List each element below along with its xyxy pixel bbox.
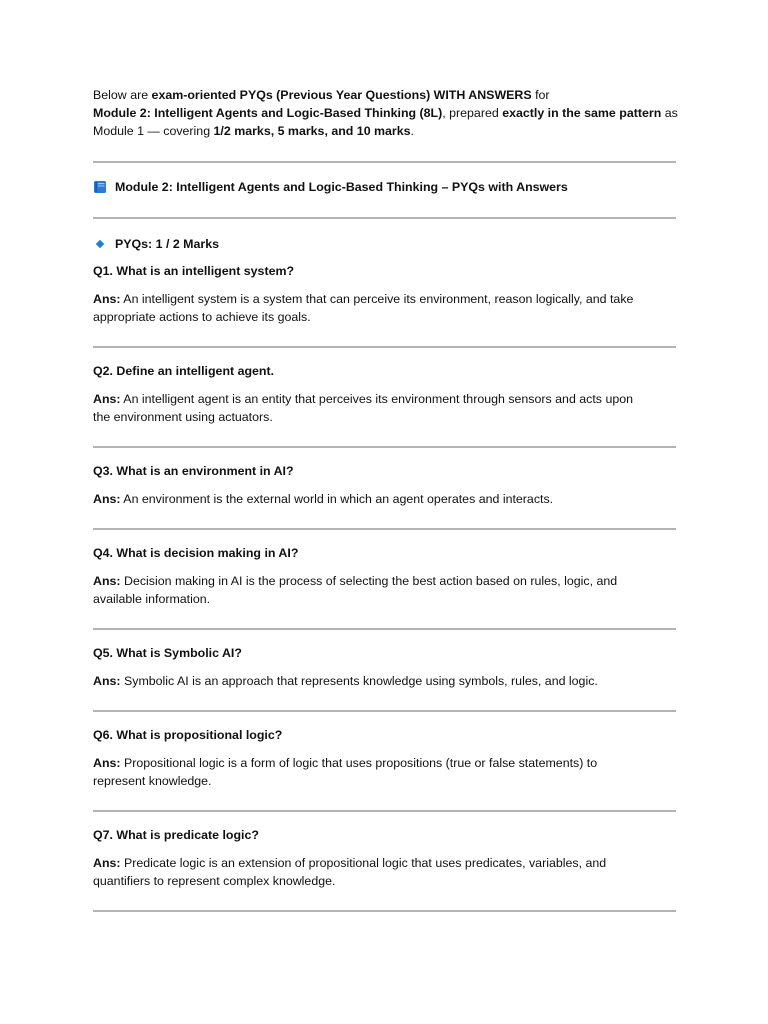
question-block bbox=[93, 644, 676, 690]
question-block bbox=[93, 362, 676, 426]
divider bbox=[93, 217, 676, 219]
answer-label: Ans: bbox=[93, 674, 121, 688]
intro-bold-text: exactly in the same pattern bbox=[502, 106, 662, 120]
divider bbox=[93, 710, 676, 712]
answer-text bbox=[93, 672, 676, 690]
question-text: Q2. Define an intelligent agent. bbox=[93, 364, 275, 378]
answer-line: An intelligent system is a system that can perceive its environment, reason logically, and take bbox=[120, 292, 634, 306]
answer-line: appropriate actions to achieve its goals. bbox=[93, 310, 311, 324]
question-text: Q5. What is Symbolic AI? bbox=[93, 646, 242, 660]
intro-line-1 bbox=[93, 86, 676, 104]
answer-line: the environment using actuators. bbox=[93, 410, 273, 424]
answer-label: Ans: bbox=[93, 492, 121, 506]
answer-line: An environment is the external world in which an agent operates and interacts. bbox=[120, 492, 554, 506]
intro-line-3 bbox=[93, 122, 676, 140]
divider bbox=[93, 910, 676, 912]
question-block bbox=[93, 544, 676, 608]
answer-label: Ans: bbox=[93, 856, 121, 870]
intro-text: as bbox=[661, 106, 678, 120]
answer-text bbox=[93, 572, 676, 608]
module-title bbox=[93, 178, 676, 196]
intro-text: for bbox=[531, 88, 550, 102]
answer-line: quantifiers to represent complex knowledge. bbox=[93, 874, 336, 888]
question-block bbox=[93, 726, 676, 790]
intro-text: , prepared bbox=[442, 106, 503, 120]
intro-bold-text: 1/2 marks, 5 marks, and 10 marks bbox=[213, 124, 411, 138]
question-text: Q4. What is decision making in AI? bbox=[93, 546, 299, 560]
answer-line: available information. bbox=[93, 592, 211, 606]
answer-line: represent knowledge. bbox=[93, 774, 212, 788]
question-text: Q3. What is an environment in AI? bbox=[93, 464, 294, 478]
small-blue-diamond-icon bbox=[93, 237, 107, 251]
question-text: Q7. What is predicate logic? bbox=[93, 828, 259, 842]
divider bbox=[93, 346, 676, 348]
answer-label: Ans: bbox=[93, 756, 121, 770]
divider bbox=[93, 628, 676, 630]
answer-text bbox=[93, 754, 676, 790]
section-heading bbox=[93, 235, 219, 253]
divider bbox=[93, 446, 676, 448]
question-block bbox=[93, 462, 676, 508]
answer-line: Symbolic AI is an approach that represents knowledge using symbols, rules, and logic. bbox=[120, 674, 598, 688]
answer-line: Propositional logic is a form of logic that uses propositions (true or false statements) to bbox=[120, 756, 598, 770]
question-block bbox=[93, 262, 676, 326]
question-text: Q1. What is an intelligent system? bbox=[93, 264, 295, 278]
intro-text: Module 1 — covering bbox=[93, 124, 214, 138]
blue-book-icon bbox=[93, 180, 107, 194]
section-heading-text: PYQs: 1 / 2 Marks bbox=[115, 237, 219, 251]
divider bbox=[93, 161, 676, 163]
divider bbox=[93, 810, 676, 812]
answer-label: Ans: bbox=[93, 292, 121, 306]
intro-text: Below are bbox=[93, 88, 152, 102]
intro-line-2 bbox=[93, 104, 676, 122]
answer-label: Ans: bbox=[93, 574, 121, 588]
answer-line: An intelligent agent is an entity that perceives its environment through sensors and acts upon bbox=[120, 392, 634, 406]
intro-text: . bbox=[410, 124, 414, 138]
answer-text bbox=[93, 854, 676, 890]
answer-text bbox=[93, 390, 676, 426]
answer-text bbox=[93, 290, 676, 326]
answer-text bbox=[93, 490, 676, 508]
answer-line: Decision making in AI is the process of selecting the best action based on rules, logic, and bbox=[120, 574, 618, 588]
question-text: Q6. What is propositional logic? bbox=[93, 728, 283, 742]
question-block bbox=[93, 826, 676, 890]
answer-line: Predicate logic is an extension of propositional logic that uses predicates, variables, and bbox=[120, 856, 607, 870]
intro-paragraph bbox=[93, 86, 676, 140]
module-title-text: Module 2: Intelligent Agents and Logic-Based Thinking – PYQs with Answers bbox=[115, 180, 568, 194]
intro-bold-text: Module 2: Intelligent Agents and Logic-Based Thinking (8L) bbox=[93, 106, 443, 120]
answer-label: Ans: bbox=[93, 392, 121, 406]
divider bbox=[93, 528, 676, 530]
intro-bold-text: exam-oriented PYQs (Previous Year Questions) WITH ANSWERS bbox=[151, 88, 532, 102]
